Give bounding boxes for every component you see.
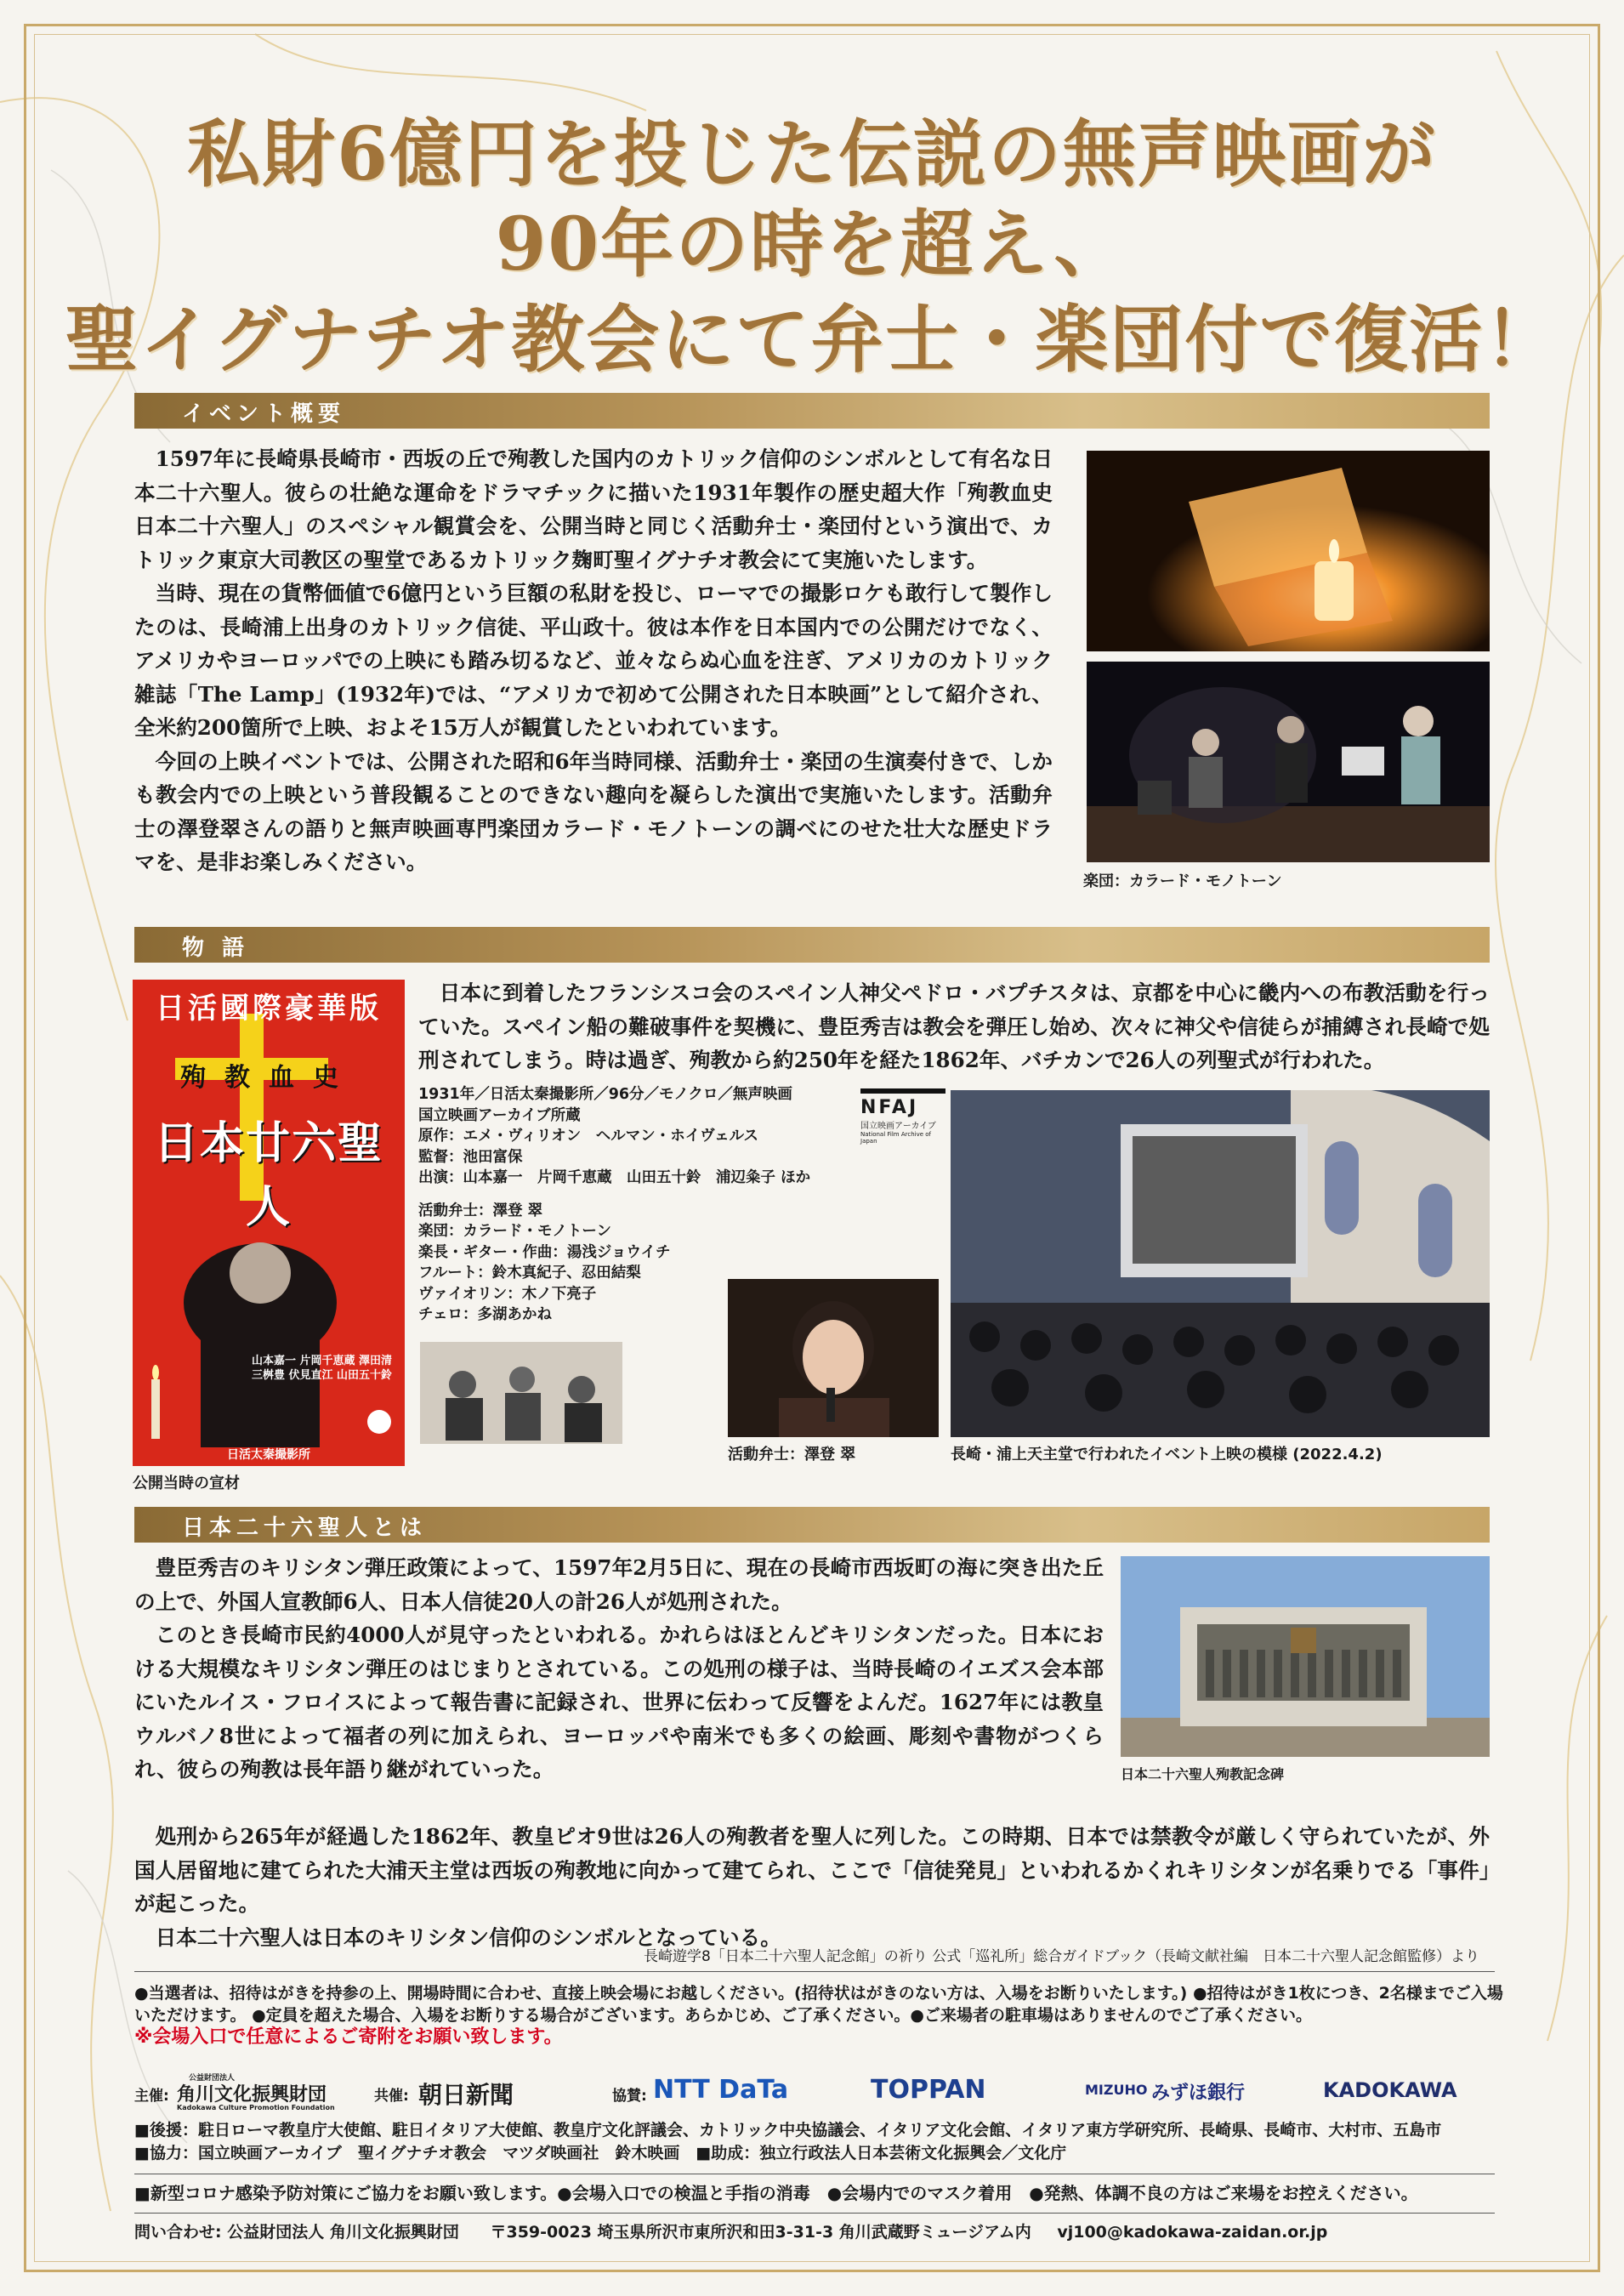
event-paragraph-3: 今回の上映イベントでは、公開された昭和6年当時同様、活動弁士・楽団の生演奏付きで、しかも教会内での上映という普段観ることのできない趣向を凝らした演出で実施いたします。活動弁士の澤登翠さんの語りと無声映画専門楽団カラード・モノトーンの調べにのせた壮大な歴史ドラマを、是非お楽しみください。 (134, 748, 1053, 874)
monument-photo-image (1121, 1556, 1490, 1757)
poster-cast: 山本嘉一 片岡千恵蔵 澤田清 三桝豊 伏見直江 山田五十鈴 (252, 1355, 393, 1382)
poster-title: 日本廿六聖人 (153, 1117, 383, 1233)
saints-paragraph-3: 処刑から265年が経過した1862年、教皇ピオ9世は26人の殉教者を聖人に列した。この時期、日本では禁教令が厳しく守られていたが、外国人居留地に建てられた大浦天主堂は西坂の殉教地に向かって建てられ、ここで「信徒発見」といわれるかくれキリシタンが名乗りでる「事件」が起こった。 (134, 1824, 1490, 1916)
event-paragraph-1: 1597年に長崎県長崎市・西坂の丘で殉教した国内のカトリック信仰のシンボルとして有名な日本二十六聖人。彼らの壮絶な運命をドラマチックに描いた1931年製作の歴史超大作「殉教血史 日本二十六聖人」のスペシャル観賞会を、公開当時と同じく活動弁士・楽団付という演出で、カトリック東京大司教区の聖堂であるカトリック麹町聖イグナチオ教会にて実施いたします。 (134, 446, 1053, 572)
headline-line-1: 私財6億円を投じた伝説の無声映画が (187, 111, 1437, 197)
film-still-photo (420, 1342, 622, 1444)
support-label: 協賛: (612, 2088, 647, 2105)
candle-photo (1087, 451, 1490, 651)
contact-email[interactable]: vj100@kadokawa-zaidan.or.jp (1057, 2223, 1328, 2242)
event-caption: 長崎・浦上天主堂で行われたイベント上映の模様 (2022.4.2) (951, 1446, 1383, 1463)
saints-text-narrow (134, 1551, 1104, 1787)
section-heading-event: イベント概要 (182, 401, 346, 427)
section-bar-story (134, 927, 1490, 963)
credit-line-5: 出演：山本嘉一 片岡千恵蔵 山田五十鈴 浦辺粂子 ほか (418, 1169, 811, 1186)
divider-1 (134, 1971, 1495, 1972)
section-bar-saints (134, 1507, 1490, 1543)
credit-line-8: 楽長・ギター・作曲：湯浅ジョウイチ (418, 1243, 671, 1261)
sponsor-mizuho-jp: みずほ銀行 (1151, 2083, 1246, 2104)
organizer-label: 主催: (134, 2088, 169, 2105)
section-bar-event (134, 393, 1490, 429)
headline-line-2: 90年の時を超え、 (495, 202, 1129, 287)
support-kouen: ■後援：駐日ローマ教皇庁大使館、駐日イタリア大使館、教皇庁文化評議会、カトリック中央協議会、イタリア文化会館、イタリア東方学研究所、長崎県、長崎市、大村市、五島市 (134, 2121, 1442, 2140)
nfaj-en: National Film Archive of Japan (860, 1131, 932, 1145)
event-paragraph-2: 当時、現在の貨幣価値で6億円という巨額の私財を投じ、ローマでの撮影ロケも敢行して製作したのは、長崎浦上出身のカトリック信徒、平山政十。彼は本作を日本国内での公開だけでなく、アメリカやヨーロッパでの上映にも踏み切るなど、並々ならぬ心血を注ぎ、アメリカのカトリック雑誌「The Lamp」(1932年)では、“アメリカで初めて公開された日本映画”として紹介され、全米約200箇所で上映、およそ15万人が観賞したといわれています。 (134, 581, 1053, 740)
divider-3 (134, 2213, 1495, 2214)
section-heading-saints: 日本二十六聖人とは (182, 1515, 428, 1541)
headline-line-3: 聖イグナチオ教会にて弁士・楽団付で復活！ (65, 297, 1559, 383)
sponsor-nttdata: NTT DaTa (653, 2075, 789, 2105)
saints-paragraph-1: 豊臣秀吉のキリシタン弾圧政策によって、1597年2月5日に、現在の長崎市西坂町の海に突き出た丘の上で、外国人宣教師6人、日本人信徒20人の計26人が処刑された。 (134, 1555, 1104, 1614)
credit-line-9: フルート：鈴木真紀子、忍田結梨 (418, 1265, 641, 1282)
sponsor-row (134, 2072, 1495, 2114)
credit-line-1: 1931年／日活太秦撮影所／96分／モノクロ／無声映画 (418, 1086, 792, 1103)
story-text (418, 976, 1490, 1077)
contact-row (134, 2221, 1327, 2244)
nfaj-mark: NFAJ (860, 1088, 945, 1118)
covid-notice: ■新型コロナ感染予防対策にご協力をお願い致します。●会場入口での検温と手指の消毒 ●会場内でのマスク着用 ●発熱、体調不良の方はご来場をお控えください。 (134, 2183, 1418, 2203)
section-heading-story: 物 語 (182, 935, 250, 961)
cosponsor-name: 朝日新聞 (418, 2081, 514, 2109)
organizer-name: 角川文化振興財団 (177, 2084, 327, 2106)
notes-donation: ※会場入口で任意によるご寄附をお願い致します。 (134, 2026, 563, 2048)
credit-line-4: 監督：池田富保 (418, 1148, 523, 1166)
story-paragraph: 日本に到着したフランシスコ会のスペイン人神父ペドロ・バプチスタは、京都を中心に畿内への布教活動を行っていた。スペイン船の難破事件を契機に、豊臣秀吉は教会を弾圧し始め、次々に神父や信徒らが捕縛され長崎で処刑されてしまう。時は過ぎ、殉教から約250年を経た1862年、バチカンで26人の列聖式が行われた。 (418, 980, 1490, 1072)
credit-line-3: 原作：エメ・ヴィリオン ヘルマン・ホイヴェルス (418, 1128, 759, 1145)
credit-line-10: ヴァイオリン：木ノ下亮子 (418, 1285, 597, 1303)
credit-line-6: 活動弁士：澤登 翠 (418, 1202, 543, 1219)
poster-caption: 公開当時の宣材 (133, 1475, 240, 1492)
organizer-name-en: Kadokawa Culture Promotion Foundation (177, 2104, 335, 2111)
event-photo-image (951, 1090, 1490, 1437)
nfaj-jp: 国立映画アーカイブ (860, 1122, 936, 1131)
poster-subtitle: 殉教血史 (180, 1063, 357, 1093)
saints-source: 長崎遊学8「日本二十六聖人記念館」の祈り 公式「巡礼所」総合ガイドブック（長崎文献社編 日本二十六聖人記念館監修）より (643, 1948, 1479, 1965)
nfaj-logo (860, 1088, 945, 1145)
contact-org: 公益財団法人 角川文化振興財団 (227, 2223, 459, 2242)
event-text (134, 442, 1053, 879)
saints-text-wide (134, 1820, 1490, 1954)
sponsor-mizuho-en: MIZUHO (1085, 2082, 1148, 2098)
contact-label: 問い合わせ: (134, 2223, 222, 2242)
event-photo (951, 1090, 1490, 1437)
monument-photo (1121, 1556, 1490, 1757)
sponsor-toppan: TOPPAN (871, 2075, 986, 2105)
benshi-caption: 活動弁士：澤登 翠 (728, 1446, 856, 1463)
band-caption: 楽団：カラード・モノトーン (1083, 872, 1282, 890)
benshi-photo-image (728, 1279, 939, 1437)
band-photo-image (1087, 662, 1490, 862)
candle-photo-image (1087, 451, 1490, 651)
film-poster (133, 980, 405, 1466)
saints-paragraph-2: このとき長崎市民約4000人が見守ったといわれる。かれらはほとんどキリシタンだった。日本における大規模なキリシタン弾圧のはじまりとされている。この処刑の様子は、当時長崎のイエズス会本部にいたルイス・フロイスによって報告書に記録され、世界に伝わって反響をよんだ。1627年には教皇ウルバノ8世によって福者の列に加えられ、ヨーロッパや南米でも多くの絵画、彫刻や書物がつくられ、彼らの殉教は長年語り継がれていった。 (134, 1623, 1104, 1782)
cosponsor-label: 共催: (374, 2088, 409, 2105)
notes (134, 1982, 1503, 2049)
benshi-photo (728, 1279, 939, 1437)
band-photo (1087, 662, 1490, 862)
film-still-image (420, 1342, 622, 1444)
contact-address: 〒359-0023 埼玉県所沢市東所沢和田3-31-3 角川武蔵野ミュージアム内 (490, 2223, 1031, 2242)
poster-top-text: 日活國際豪華版 (156, 992, 382, 1026)
monument-caption: 日本二十六聖人殉教記念碑 (1121, 1766, 1285, 1782)
organizer-small: 公益財団法人 (189, 2074, 236, 2083)
poster-studio: 日活太秦撮影所 (227, 1448, 310, 1462)
credit-line-2: 国立映画アーカイブ所蔵 (418, 1106, 581, 1124)
credit-line-11: チェロ：多湖あかね (418, 1306, 552, 1323)
support-kyoryoku: ■協力：国立映画アーカイブ 聖イグナチオ教会 マツダ映画社 鈴木映画 ■助成：独立行政法人日本芸術文化振興会／文化庁 (134, 2144, 1067, 2162)
sponsor-kadokawa: KADOKAWA (1323, 2078, 1457, 2102)
credit-line-7: 楽団：カラード・モノトーン (418, 1223, 611, 1240)
saints-paragraph-4: 日本二十六聖人は日本のキリシタン信仰のシンボルとなっている。 (155, 1924, 781, 1950)
notes-text: ●当選者は、招待はがきを持参の上、開場時間に合わせ、直接上映会場にお越しください。(招待状はがきのない方は、入場をお断りいたします。) ●招待はがき1枚につき、2名様までご入場いただけます。 ●定員を超えた場合、入場をお断りする場合がございます。あらかじめ、ご了承ください。●ご来場者の駐車場はありませんのでご了承ください。 (134, 1984, 1503, 2025)
